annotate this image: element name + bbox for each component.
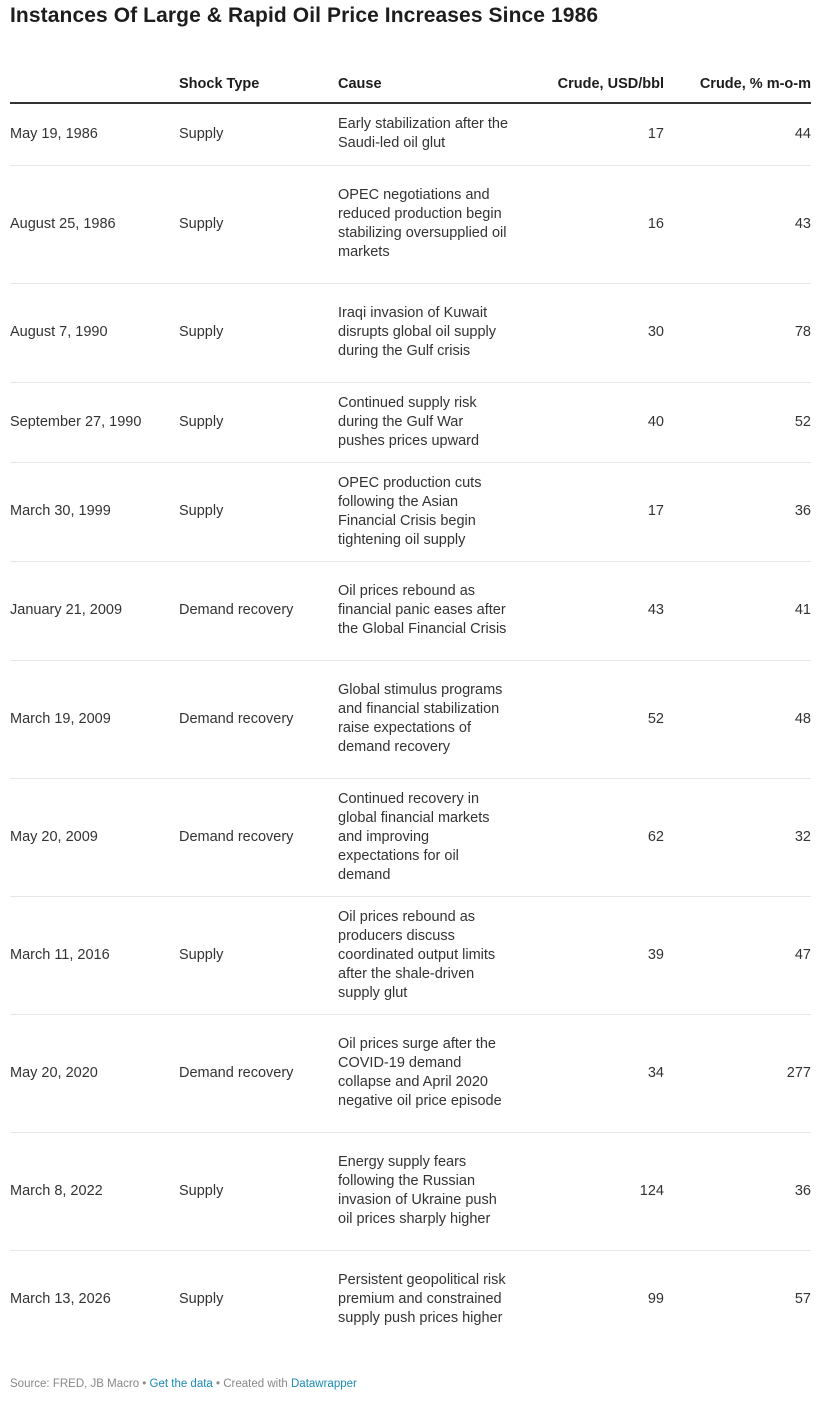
cell-cause: Early stabilization after the Saudi-led oil glut bbox=[338, 103, 517, 165]
created-with-label: Created with bbox=[223, 1378, 288, 1390]
cell-crude-pct: 48 bbox=[664, 660, 811, 778]
cell-crude-pct: 43 bbox=[664, 165, 811, 283]
column-header-crude-usd[interactable]: Crude, USD/bbl bbox=[517, 58, 664, 103]
source-note: Source: FRED, JB Macro bbox=[10, 1378, 140, 1390]
cell-crude-usd: 16 bbox=[517, 165, 664, 283]
cell-date: September 27, 1990 bbox=[10, 382, 179, 462]
cell-date: May 19, 1986 bbox=[10, 103, 179, 165]
cell-shock-type: Supply bbox=[179, 1132, 338, 1250]
footer-separator: • bbox=[212, 1378, 224, 1390]
cell-cause: OPEC negotiations and reduced production begin stabilizing oversupplied oil markets bbox=[338, 165, 517, 283]
datawrapper-link[interactable]: Datawrapper bbox=[291, 1378, 357, 1390]
cell-crude-usd: 99 bbox=[647, 1291, 664, 1308]
cell-cause: Oil prices surge after the COVID-19 demand collapse and April 2020 negative oil price episode bbox=[338, 1014, 517, 1132]
table-row bbox=[10, 382, 811, 462]
cell-date: March 13, 2026 bbox=[10, 1291, 111, 1308]
cell-date: August 7, 1990 bbox=[10, 283, 179, 382]
cell-crude-pct: 36 bbox=[664, 462, 811, 561]
cell-crude-usd: 34 bbox=[517, 1014, 664, 1132]
footer bbox=[10, 1378, 357, 1390]
data-table bbox=[10, 58, 811, 1349]
cell-cause: Persistent geopolitical risk premium and constrained supply push prices higher bbox=[338, 1272, 506, 1327]
cell-shock-type: Supply bbox=[179, 165, 338, 283]
cell-cause: OPEC production cuts following the Asian Financial Crisis begin tightening oil supply bbox=[338, 462, 517, 561]
cell-crude-usd: 17 bbox=[517, 103, 664, 165]
cell-shock-type: Supply bbox=[179, 462, 338, 561]
cell-crude-pct: 44 bbox=[664, 103, 811, 165]
cell-date: May 20, 2020 bbox=[10, 1014, 179, 1132]
cell-shock-type: Demand recovery bbox=[179, 561, 338, 660]
header-row bbox=[10, 58, 811, 103]
cell-cause: Global stimulus programs and financial stabilization raise expectations of demand recovery bbox=[338, 660, 517, 778]
table-row bbox=[10, 896, 811, 1014]
cell-shock-type: Demand recovery bbox=[179, 1014, 338, 1132]
cell-shock-type: Supply bbox=[179, 283, 338, 382]
table-row bbox=[10, 660, 811, 778]
column-header-shock-type[interactable]: Shock Type bbox=[179, 58, 338, 103]
table-row bbox=[10, 1132, 811, 1250]
cell-crude-pct: 52 bbox=[664, 382, 811, 462]
cell-date: March 19, 2009 bbox=[10, 660, 179, 778]
table-row bbox=[10, 1014, 811, 1132]
cell-shock-type: Supply bbox=[179, 382, 338, 462]
cell-date: March 8, 2022 bbox=[10, 1132, 179, 1250]
cell-date: March 30, 1999 bbox=[10, 462, 179, 561]
column-header-cause[interactable]: Cause bbox=[338, 58, 517, 103]
cell-cause: Iraqi invasion of Kuwait disrupts global oil supply during the Gulf crisis bbox=[338, 283, 517, 382]
table-row bbox=[10, 103, 811, 165]
cell-date: August 25, 1986 bbox=[10, 165, 179, 283]
table-row bbox=[10, 1250, 811, 1349]
table-row bbox=[10, 165, 811, 283]
cell-crude-usd: 43 bbox=[517, 561, 664, 660]
footer-separator: • bbox=[139, 1378, 150, 1390]
cell-crude-pct: 47 bbox=[664, 896, 811, 1014]
cell-crude-usd: 124 bbox=[517, 1132, 664, 1250]
cell-cause: Oil prices rebound as producers discuss coordinated output limits after the shale-driven supply glut bbox=[338, 896, 517, 1014]
cell-shock-type: Supply bbox=[179, 1291, 224, 1308]
cell-crude-usd: 39 bbox=[517, 896, 664, 1014]
cell-crude-pct: 78 bbox=[664, 283, 811, 382]
cell-cause: Continued recovery in global financial markets and improving expectations for oil demand bbox=[338, 778, 517, 896]
cell-crude-usd: 17 bbox=[517, 462, 664, 561]
cell-cause: Continued supply risk during the Gulf War pushes prices upward bbox=[338, 382, 517, 462]
cell-crude-usd: 40 bbox=[517, 382, 664, 462]
cell-crude-pct: 41 bbox=[664, 561, 811, 660]
cell-date: January 21, 2009 bbox=[10, 561, 179, 660]
cell-date: May 20, 2009 bbox=[10, 778, 179, 896]
cell-crude-pct: 57 bbox=[794, 1291, 811, 1308]
column-header-crude-pct[interactable]: Crude, % m-o-m bbox=[664, 58, 811, 103]
cell-crude-pct: 36 bbox=[664, 1132, 811, 1250]
cell-cause: Oil prices rebound as financial panic eases after the Global Financial Crisis bbox=[338, 561, 517, 660]
cell-cause: Energy supply fears following the Russian invasion of Ukraine push oil prices sharply higher bbox=[338, 1132, 517, 1250]
cell-shock-type: Supply bbox=[179, 103, 338, 165]
chart-title: Instances Of Large & Rapid Oil Price Increases Since 1986 bbox=[10, 4, 599, 27]
cell-crude-usd: 62 bbox=[517, 778, 664, 896]
cell-crude-pct: 277 bbox=[664, 1014, 811, 1132]
table-row bbox=[10, 283, 811, 382]
cell-shock-type: Supply bbox=[179, 896, 338, 1014]
table-row bbox=[10, 462, 811, 561]
get-data-link[interactable]: Get the data bbox=[149, 1378, 213, 1390]
cell-crude-usd: 52 bbox=[517, 660, 664, 778]
cell-shock-type: Demand recovery bbox=[179, 660, 338, 778]
table-body bbox=[10, 103, 811, 1349]
cell-crude-pct: 32 bbox=[664, 778, 811, 896]
column-header-date[interactable] bbox=[10, 58, 179, 103]
table-row bbox=[10, 778, 811, 896]
cell-shock-type: Demand recovery bbox=[179, 778, 338, 896]
table-row bbox=[10, 561, 811, 660]
cell-crude-usd: 30 bbox=[517, 283, 664, 382]
cell-date: March 11, 2016 bbox=[10, 896, 179, 1014]
